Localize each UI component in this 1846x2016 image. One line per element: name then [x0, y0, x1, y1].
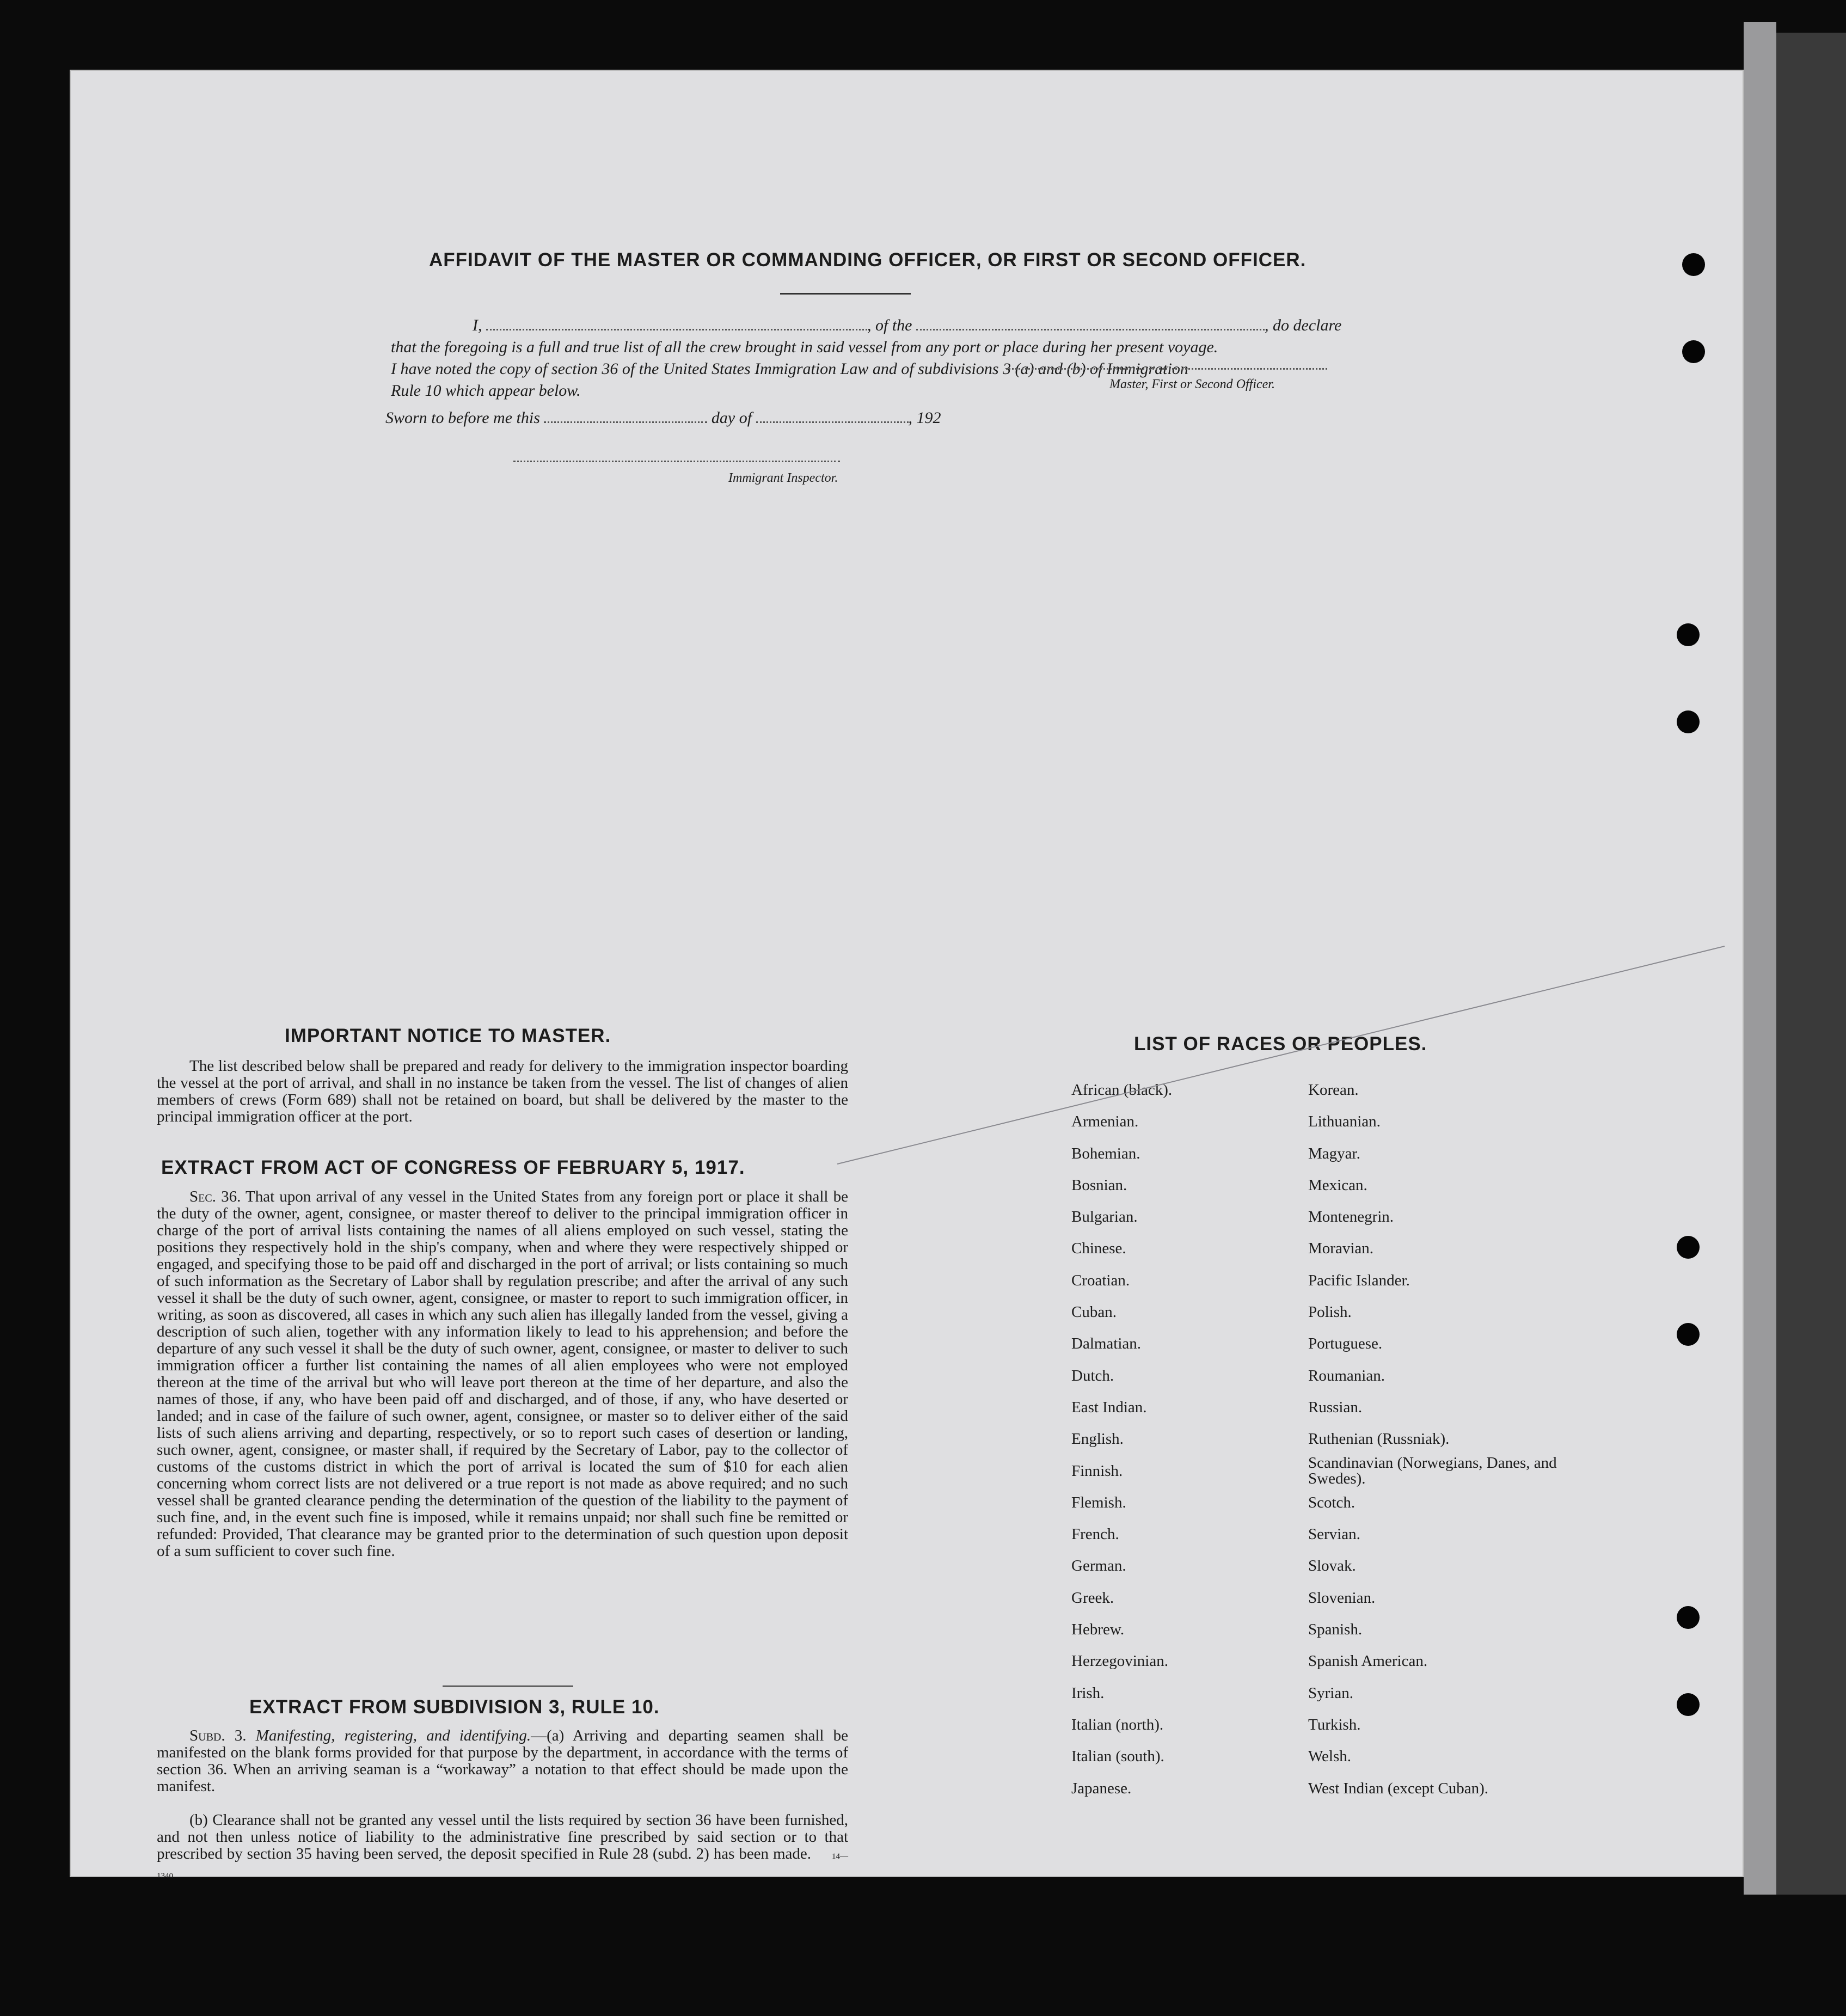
manifest-page — [70, 70, 1744, 1880]
binder-hole — [1677, 1236, 1700, 1259]
act-title: EXTRACT FROM ACT OF CONGRESS OF FEBRUARY 5, 1917. — [161, 1157, 745, 1178]
race-item: Russian. — [1308, 1398, 1363, 1416]
inspector-label: Immigrant Inspector. — [728, 471, 838, 485]
act-section-text: That upon arrival of any vessel in the United States from any foreign port or place it shall be the duty of the owner, agent, consignee, or master thereof to deliver to the principal immigration officer in charge of the port of arrival lists containing the names of all aliens employed on such vessel, stating the positions they respectively hold in the ship's company, when and where they were respectively shipped or engaged, and specifying those to be paid off and discharged in the port of arrival; or lists containing so much of such information as the Secretary of Labor shall by regulation prescribe; and after the arrival of any such vessel it shall be the duty of such owner, agent, consignee, or master to report to such immigration officer, in writing, as soon as discovered, all cases in which any such alien has illegally landed from the vessel, giving a description of such alien, together with any information likely to lead to his apprehension; and before the departure of any such vessel it shall be the duty of such owner, agent, consignee, or master to deliver to such immigration officer a further list containing the names of all alien employees who were not employed thereon at the time of the arrival but who will leave port thereon at the time of her departure, and also the names of those, if any, who have been paid off and discharged, and of those, if any, who have deserted or landed; and in case of the failure of such owner, agent, consignee, or master so to deliver either of the said lists of such aliens arriving and departing, respectively, or so to report such cases of desertion or landing, such owner, agent, consignee, or master shall, if required by the Secretary of Labor, pay to the collector of customs of the customs district in which the port of arrival is located the sum of $10 for each alien concerning whom correct lists are not delivered or a true report is not made as above required; and no such vessel shall be granted clearance pending the determination of the question of the liability to the payment of such fine, and, in the event such fine is imposed, while it remains unpaid; nor shall such fine be remitted or refunded: Provided, That clearance may be granted prior to the determination of such question upon deposit of a sum sufficient to cover such fine. — [157, 1188, 848, 1560]
title-rule — [780, 293, 911, 295]
race-item: Korean. — [1308, 1081, 1359, 1099]
page-edge — [1744, 22, 1776, 1895]
races-left-column — [1071, 1074, 1172, 1804]
signature-line[interactable] — [1006, 368, 1327, 370]
act-section — [157, 1188, 848, 1560]
race-item: Irish. — [1071, 1684, 1105, 1702]
binder-hole — [1682, 340, 1705, 363]
race-item: Italian (north). — [1071, 1715, 1164, 1733]
rule-subd-a — [157, 1727, 848, 1795]
rule-subd-heading: Manifesting, registering, and identifying. — [255, 1727, 531, 1744]
race-item: West Indian (except Cuban). — [1308, 1779, 1489, 1797]
race-item: Scandinavian (Norwegians, Danes, and Swedes). — [1308, 1454, 1557, 1487]
race-item: Magyar. — [1308, 1144, 1360, 1162]
sworn-month-prefix: day of — [711, 409, 752, 427]
race-item: Syrian. — [1308, 1684, 1353, 1702]
race-item: Hebrew. — [1071, 1621, 1125, 1639]
race-item: Herzegovinian. — [1071, 1652, 1168, 1670]
vessel-prefix: , of the — [867, 316, 912, 334]
inspector-signature-line[interactable] — [513, 461, 840, 462]
rule-subd-a-text: —(a) Arriving and departing seamen shall be manifested on the blank forms provided for that purpose by the department, in accordance with the terms of section 36. When an arriving seaman is a “workaway” a notation to that effect should be made upon the manifest. — [157, 1727, 848, 1795]
race-item: Scotch. — [1308, 1493, 1356, 1511]
rule-subd-b-text: (b) Clearance shall not be granted any vessel until the lists required by section 36 have been furnished, and not then unless notice of liability to the administrative fine prescribed by said section or to that prescribed by section 35 having been served, the deposit specified in Rule 28 (subd. 2) has been made. — [157, 1811, 848, 1862]
binder-hole — [1677, 1693, 1700, 1716]
race-item: Pacific Islander. — [1308, 1271, 1410, 1289]
form-number: 14—1340 — [157, 1852, 849, 1880]
rule-subd-b — [157, 1812, 848, 1885]
race-item: Italian (south). — [1071, 1748, 1164, 1766]
signature-label: Master, First or Second Officer. — [1109, 377, 1275, 391]
race-item: Lithuanian. — [1308, 1113, 1381, 1131]
race-item: Ruthenian (Russniak). — [1308, 1430, 1450, 1448]
race-item: Chinese. — [1071, 1240, 1126, 1258]
race-item: Polish. — [1308, 1303, 1352, 1321]
race-item: Greek. — [1071, 1589, 1114, 1607]
race-item: East Indian. — [1071, 1398, 1147, 1416]
binder-hole — [1677, 1323, 1700, 1346]
race-item: Croatian. — [1071, 1271, 1130, 1289]
race-item: English. — [1071, 1430, 1124, 1448]
act-rule — [443, 1686, 573, 1687]
race-item: Flemish. — [1071, 1493, 1126, 1511]
declarant-prefix: I, — [473, 316, 482, 334]
sworn-day-field[interactable] — [544, 421, 707, 423]
race-item: Moravian. — [1308, 1240, 1373, 1258]
race-item: Dalmatian. — [1071, 1335, 1142, 1353]
race-item: Bosnian. — [1071, 1176, 1127, 1194]
races-title: LIST OF RACES OR PEOPLES. — [1134, 1033, 1427, 1055]
race-item: Montenegrin. — [1308, 1208, 1394, 1226]
race-item: Finnish. — [1071, 1462, 1123, 1480]
race-item: Spanish. — [1308, 1621, 1363, 1639]
rule-subd-label: Subd. 3. — [189, 1727, 247, 1744]
declarant-name-field[interactable] — [486, 329, 867, 330]
diagonal-mark — [832, 941, 1730, 1169]
race-item: Welsh. — [1308, 1748, 1352, 1766]
act-section-label: Sec. 36. — [189, 1188, 241, 1205]
declaration-line-4: Rule 10 which appear below. — [391, 382, 581, 400]
binder-hole — [1677, 1606, 1700, 1629]
notice-text: The list described below shall be prepared and ready for delivery to the immigration inspector boarding the vessel at the port of arrival, and shall in no instance be taken from the vessel. The list of changes of alien members of crews (Form 689) shall not be retained on board, but shall be delivered by the master to the principal immigration officer at the port. — [157, 1057, 848, 1125]
race-item: African (black). — [1071, 1081, 1173, 1099]
adjacent-page — [1776, 33, 1846, 1895]
race-item: Cuban. — [1071, 1303, 1117, 1321]
race-item: Turkish. — [1308, 1715, 1361, 1733]
binder-hole — [1677, 710, 1700, 733]
race-item: Bulgarian. — [1071, 1208, 1138, 1226]
sworn-prefix: Sworn to before me this — [385, 409, 540, 427]
race-item: Mexican. — [1308, 1176, 1367, 1194]
binder-hole — [1682, 253, 1705, 276]
race-item: Dutch. — [1071, 1367, 1114, 1384]
race-item: Slovenian. — [1308, 1589, 1376, 1607]
vessel-name-field[interactable] — [916, 329, 1265, 330]
declaration-line-2: that the foregoing is a full and true list of all the crew brought in said vessel from any port or place during her present voyage. — [391, 338, 1218, 356]
race-item: Spanish American. — [1308, 1652, 1428, 1670]
race-item: Portuguese. — [1308, 1335, 1383, 1353]
race-item: German. — [1071, 1557, 1126, 1575]
race-item: Bohemian. — [1071, 1144, 1140, 1162]
races-right-column — [1308, 1074, 1591, 1804]
rule-title: EXTRACT FROM SUBDIVISION 3, RULE 10. — [249, 1696, 660, 1718]
declare-suffix: , do declare — [1265, 316, 1342, 334]
declaration-line-3: I have noted the copy of section 36 of the United States Immigration Law and of subdivisions 3 (a) and (b) of Immigration — [391, 360, 1188, 378]
race-item: Roumanian. — [1308, 1367, 1385, 1384]
race-item: Armenian. — [1071, 1113, 1139, 1131]
race-item: Servian. — [1308, 1525, 1360, 1543]
binder-hole — [1677, 623, 1700, 646]
sworn-month-field[interactable] — [756, 421, 909, 423]
affidavit-title: AFFIDAVIT OF THE MASTER OR COMMANDING OFFICER, OR FIRST OR SECOND OFFICER. — [429, 249, 1307, 271]
race-item: Japanese. — [1071, 1779, 1132, 1797]
race-item: Slovak. — [1308, 1557, 1356, 1575]
race-item: French. — [1071, 1525, 1119, 1543]
sworn-line — [385, 407, 941, 429]
sworn-year-prefix: , 192 — [908, 409, 941, 427]
notice-title: IMPORTANT NOTICE TO MASTER. — [285, 1025, 611, 1046]
